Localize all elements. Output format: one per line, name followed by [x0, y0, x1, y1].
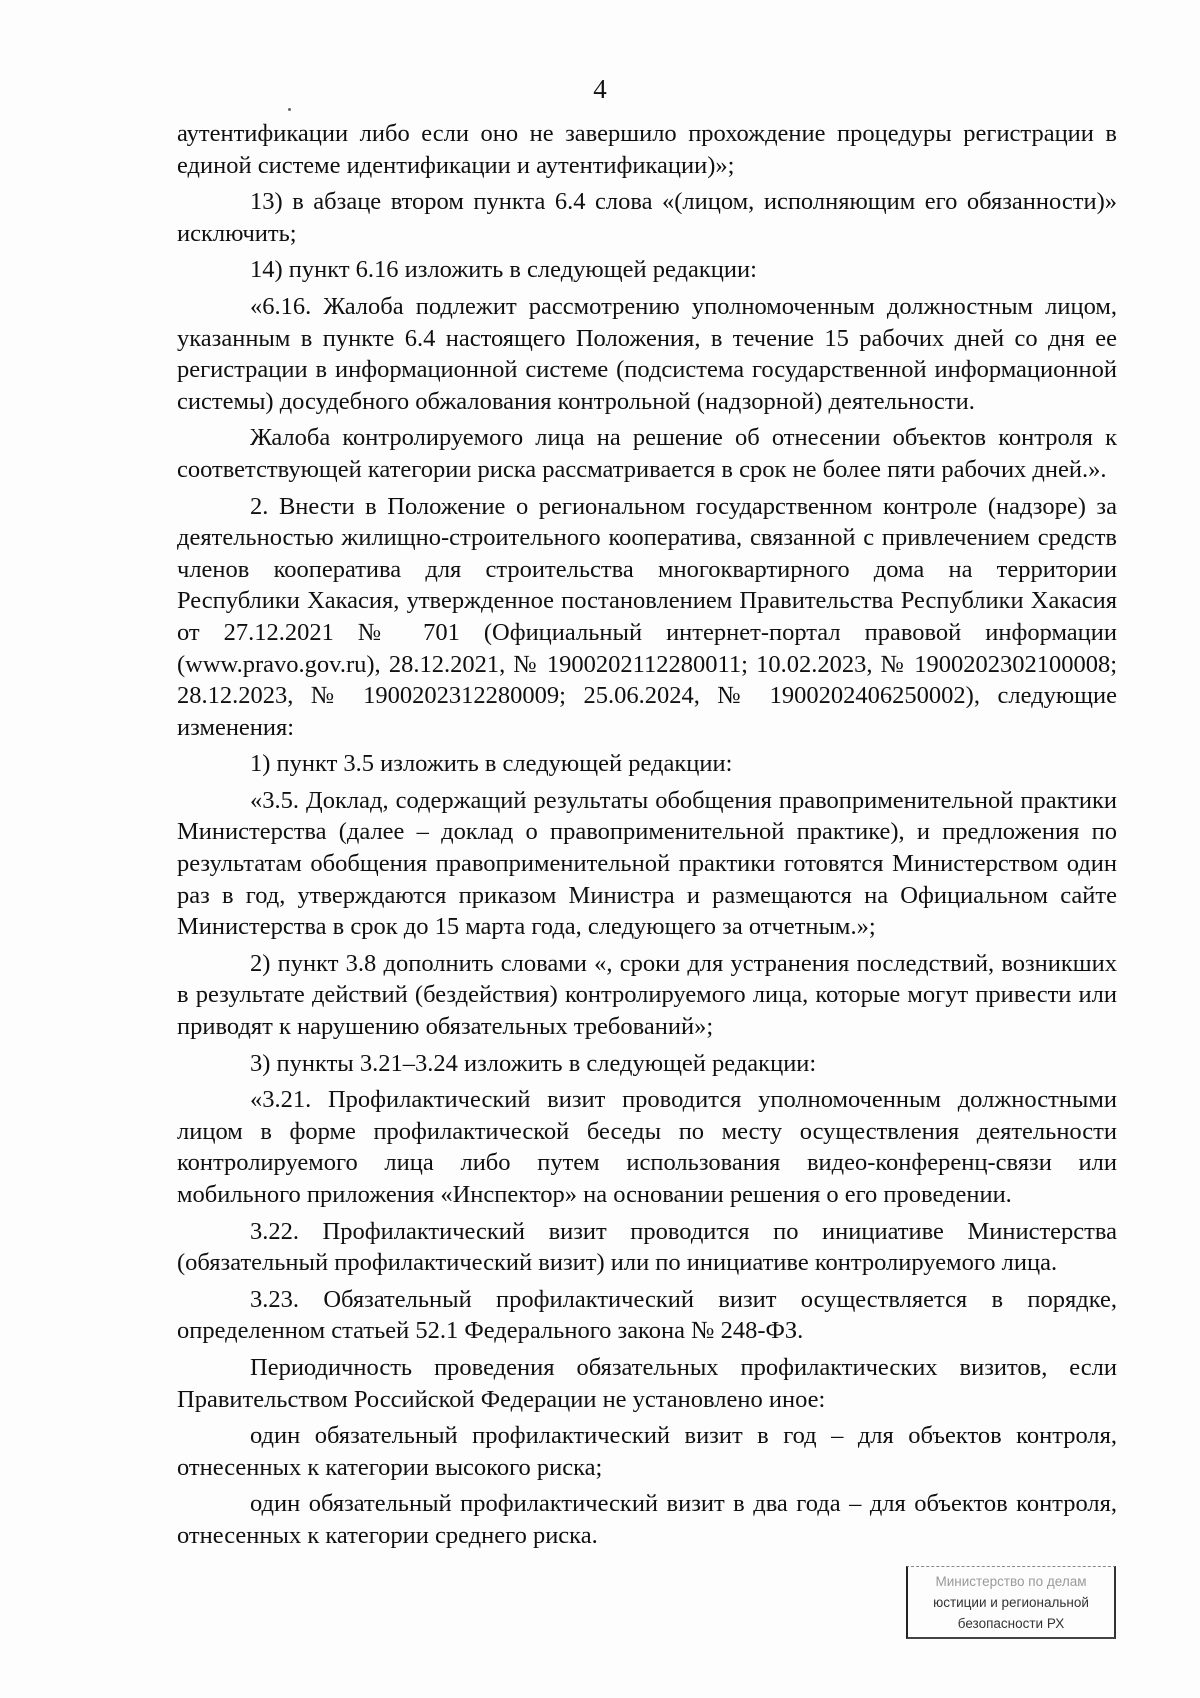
stamp-line-3: безопасности РХ — [957, 1616, 1065, 1631]
ministry-stamp — [906, 1566, 1116, 1639]
paragraph-item-1: 1) пункт 3.5 изложить в следующей редакции: — [250, 750, 733, 778]
paragraph-item-13: 13) в абзаце втором пункта 6.4 слова «(лицом, исполняющим его обязанности)» исключить; — [177, 188, 1117, 247]
page-number: 4 — [593, 74, 607, 104]
paragraph-item-2: 2) пункт 3.8 дополнить словами «, сроки для устранения последствий, возникших в результате действий (бездействия) контролируемого лица, которые могут привести или приводят к нарушению обязательных требований»; — [177, 949, 1117, 1041]
paragraph-medium-risk: один обязательный профилактический визит в два года – для объектов контроля, отнесенных к категории среднего риска. — [177, 1490, 1117, 1549]
paragraph-clause-6-16: «6.16. Жалоба подлежит рассмотрению уполномоченным должностным лицом, указанным в пункте 6.4 настоящего Положения, в течение 15 рабочих дней со дня ее регистрации в информационной системе (подсистема государственной информационной системы) досудебного обжалования контрольной (надзорной) деятельности. — [177, 292, 1117, 415]
paragraph-high-risk: один обязательный профилактический визит в год – для объектов контроля, отнесенных к категории высокого риска; — [177, 1422, 1117, 1481]
paragraph-item-3: 3) пункты 3.21–3.24 изложить в следующей редакции: — [250, 1049, 817, 1077]
paragraph-periodicity: Периодичность проведения обязательных профилактических визитов, если Правительством Российской Федерации не установлено иное: — [177, 1353, 1117, 1413]
paragraph-complaint-risk: Жалоба контролируемого лица на решение об отнесении объектов контроля к соответствующей категории риска рассматривается в срок не более пяти рабочих дней.». — [177, 424, 1117, 483]
paragraph-clause-3-5: «3.5. Доклад, содержащий результаты обобщения правоприменительной практики Министерства (далее – доклад о правоприменительной практике), и предложения по результатам обобщения правоприменительной практики готовятся Министерством один раз в год, утверждаются приказом Министра и размещаются на Официальном сайте Министерства в срок до 15 марта года, следующего за отчетным.»; — [177, 786, 1117, 941]
paragraph-item-14: 14) пункт 6.16 изложить в следующей редакции: — [250, 256, 757, 284]
paragraph-clause-3-22: 3.22. Профилактический визит проводится по инициативе Министерства (обязательный профилактический визит) или по инициативе контролируемого лица. — [177, 1217, 1117, 1277]
paragraph-continuation: аутентификации либо если оно не завершило прохождение процедуры регистрации в единой системе идентификации и аутентификации)»; — [177, 120, 1117, 179]
document-body — [177, 118, 1117, 1557]
stamp-line-2: юстиции и региональной — [933, 1595, 1089, 1610]
paragraph-clause-3-21: «3.21. Профилактический визит проводится уполномоченным должностными лицом в форме профилактической беседы по месту осуществления деятельности контролируемого лица либо путем использования видео-конференц-связи или мобильного приложения «Инспектор» на основании решения о его проведении. — [177, 1086, 1117, 1208]
scan-speck — [288, 108, 291, 111]
paragraph-clause-3-23: 3.23. Обязательный профилактический визит осуществляется в порядке, определенном статьей 52.1 Федерального закона № 248-ФЗ. — [177, 1285, 1117, 1345]
paragraph-section-2: 2. Внести в Положение о региональном государственном контроле (надзоре) за деятельностью жилищно-строительного кооператива, связанной с привлечением средств членов кооператива для строительства многоквартирного дома на территории Республики Хакасия, утвержденное постановлением Правительства Республики Хакасия от 27.12.2021 № 701 (Официальный интернет-портал правовой информации (www.pravo.gov.ru), 28.12.2021, № 1900202112280011; 10.02.2023, № 1900202302100008; 28.12.2023, № 1900202312280009; 25.06.2024, № 1900202406250002), следующие изменения: — [177, 492, 1117, 741]
stamp-line-1: Министерство по делам — [935, 1574, 1087, 1589]
